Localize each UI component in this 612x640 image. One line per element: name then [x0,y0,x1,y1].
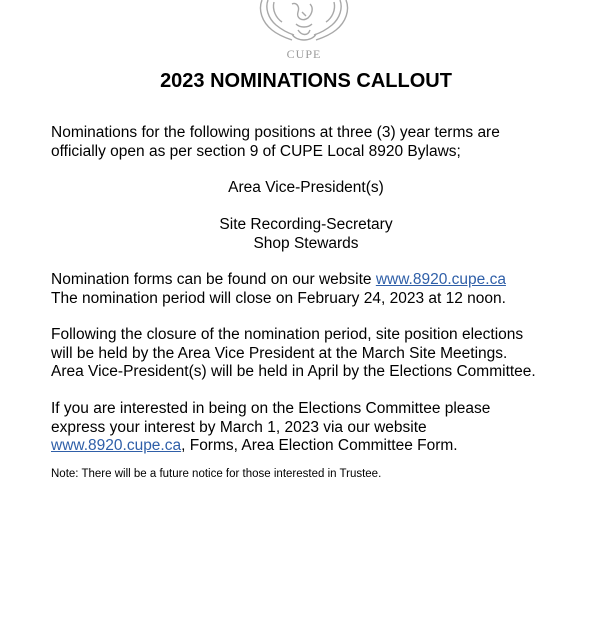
forms-prefix: Nomination forms can be found on our website [51,271,376,288]
committee-line-1: If you are interested in being on the Elections Committee please [51,400,491,417]
cupe-emblem-icon [252,0,356,48]
position-shop-stewards: Shop Stewards [253,234,359,252]
forms-paragraph [51,271,581,308]
committee-paragraph [51,400,581,456]
intro-paragraph [51,124,581,161]
committee-website-link[interactable]: www.8920.cupe.ca [51,437,182,454]
position-site-recording-secretary: Site Recording-Secretary [219,216,393,233]
closure-line-2: will be held by the Area Vice President at the March Site Meetings. [51,344,508,362]
closure-line-3: Area Vice-President(s) will be held in April by the Elections Committee. [51,363,536,380]
position-area-vice-president: Area Vice-President(s) [228,179,384,196]
positions-block [0,216,612,253]
intro-line-1: Nominations for the following positions at three (3) year terms are [51,124,500,141]
committee-line-2: express your interest by March 1, 2023 via our website [51,418,427,436]
logo-text: CUPE [286,47,322,61]
cupe-logo [252,0,356,64]
trustee-note: Note: There will be a future notice for those interested in Trustee. [51,468,382,480]
close-date-line: The nomination period will close on February 24, 2023 at 12 noon. [51,289,506,307]
committee-suffix: , Forms, Area Election Committee Form. [181,437,458,454]
page-title: 2023 NOMINATIONS CALLOUT [160,70,452,92]
closure-paragraph [51,326,581,382]
closure-line-1: Following the closure of the nomination period, site position elections [51,326,524,343]
website-link[interactable]: www.8920.cupe.ca [375,271,506,288]
intro-line-2: officially open as per section 9 of CUPE Local 8920 Bylaws; [51,142,461,160]
